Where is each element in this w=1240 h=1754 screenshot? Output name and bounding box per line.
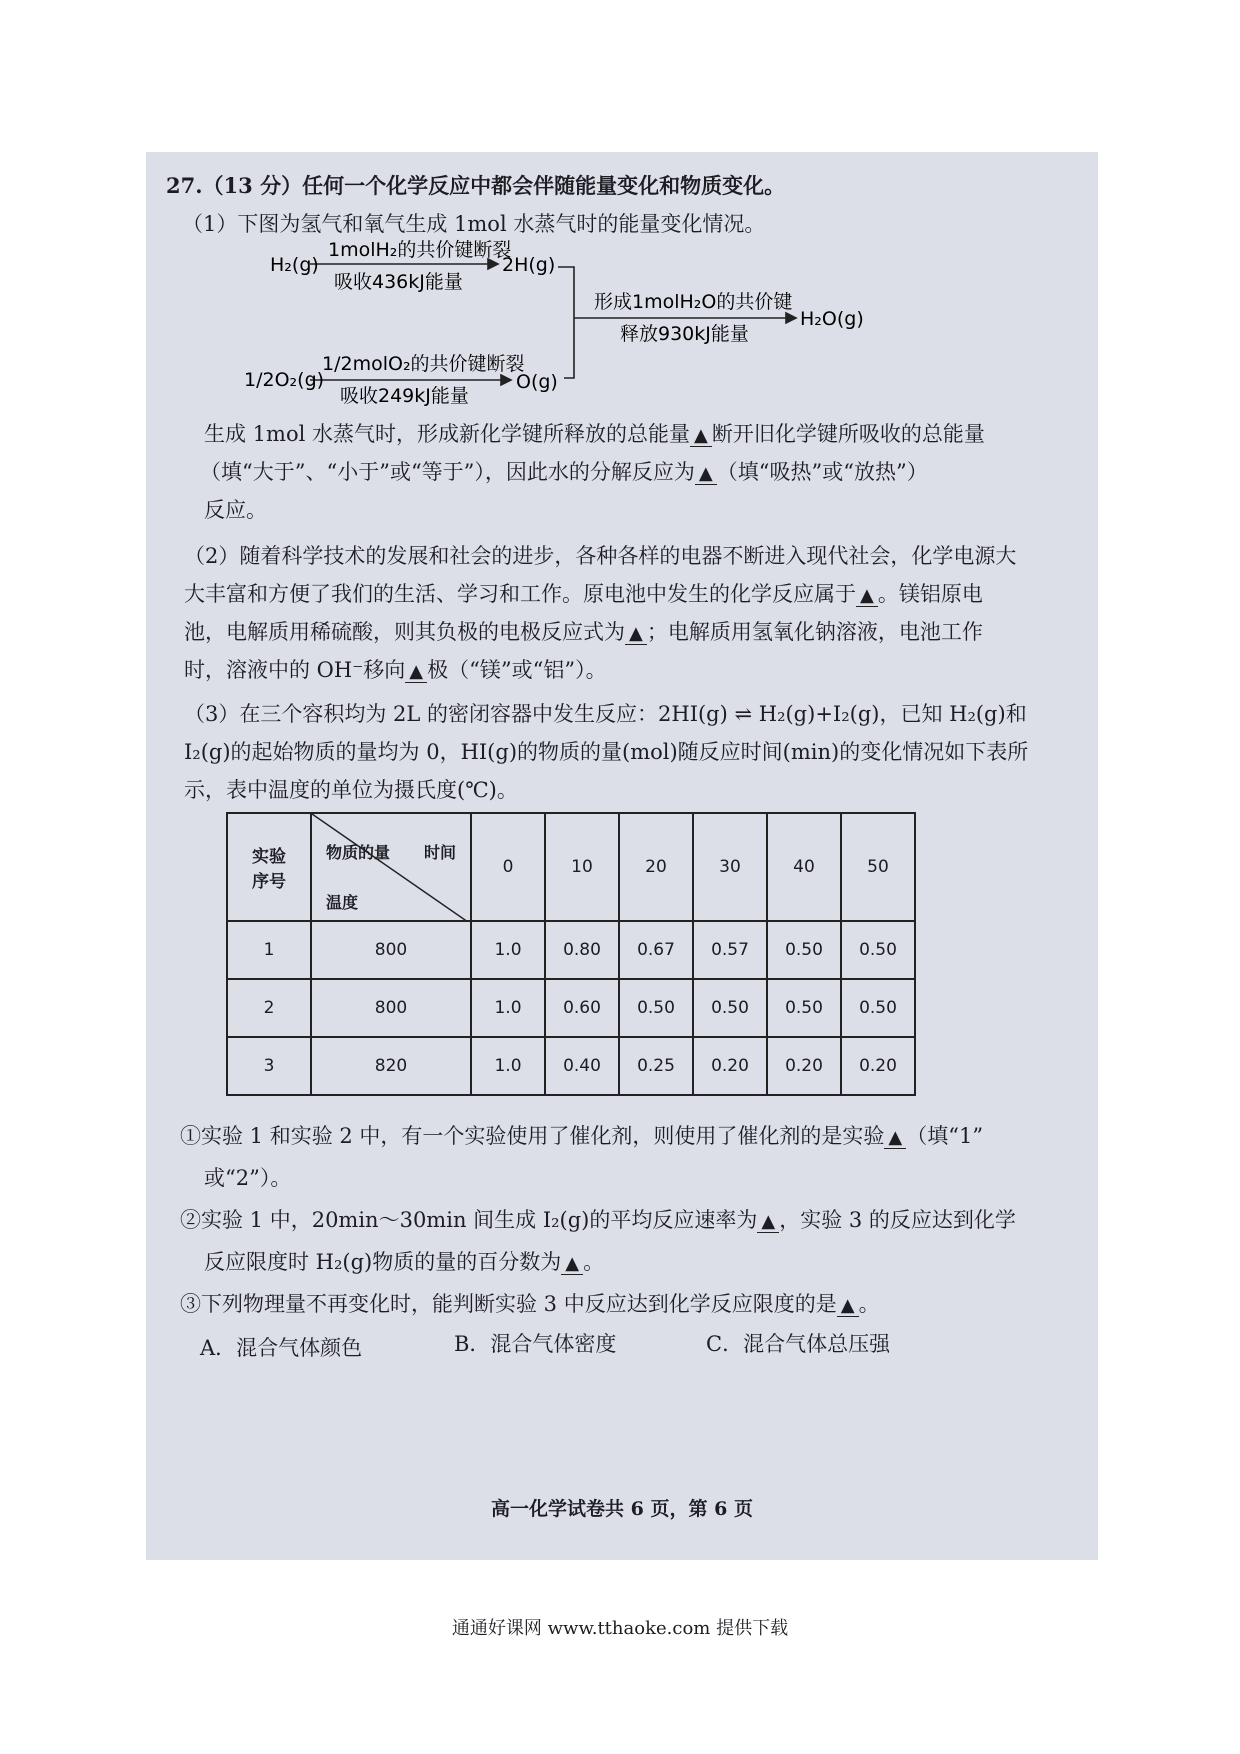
answer-blank: ▲ (625, 623, 647, 645)
o2-arrow-head (501, 375, 511, 385)
sub2-line2: 反应限度时 H₂(g)物质的量的百分数为 ▲ 。 (204, 1250, 605, 1274)
two-h-label: 2H(g) (502, 254, 556, 276)
temp-header: 温度 (326, 893, 359, 912)
release-label: 释放930kJ能量 (620, 323, 749, 345)
time-col-10: 10 (545, 813, 619, 921)
time-col-0: 0 (471, 813, 545, 921)
answer-blank: ▲ (695, 463, 717, 485)
part2-line1: （2）随着科学技术的发展和社会的进步，各种各样的电器不断进入现代社会，化学电源大 (184, 544, 1017, 568)
diagonal-header-cell (311, 813, 471, 921)
energy-diagram (146, 152, 1098, 412)
answer-blank: ▲ (884, 1127, 906, 1149)
time-col-20: 20 (619, 813, 693, 921)
part1-line2: （填“大于”、“小于”或“等于”），因此水的分解反应为 ▲ （填“吸热”或“放热”） (200, 460, 928, 484)
part3-line2: I₂(g)的起始物质的量均为 0，HI(g)的物质的量(mol)随反应时间(min)的变化情况如下表所 (184, 740, 1029, 764)
o2-break-label: 1/2molO₂的共价键断裂 (322, 353, 525, 375)
table-header-row (227, 813, 915, 921)
o2-label: 1/2O₂(g) (244, 369, 325, 391)
sub1-line2: 或“2”）。 (204, 1166, 292, 1190)
o-label: O(g) (516, 371, 558, 393)
question-heading: 27.（13 分）任何一个化学反应中都会伴随能量变化和物质变化。 (166, 173, 786, 198)
time-col-30: 30 (693, 813, 767, 921)
table-row: 3 820 1.0 0.40 0.25 0.20 0.20 0.20 (227, 1037, 915, 1095)
option-c: C．混合气体总压强 (706, 1332, 891, 1356)
hi-amount-table (226, 812, 916, 1096)
answer-blank: ▲ (837, 1295, 859, 1317)
part2-line3: 池，电解质用稀硫酸，则其负极的电极反应式为 ▲ ；电解质用氢氧化钠溶液，电池工作 (184, 620, 983, 644)
answer-blank: ▲ (690, 425, 712, 447)
page-footer: 高一化学试卷共 6 页，第 6 页 (491, 1498, 753, 1520)
time-col-40: 40 (767, 813, 841, 921)
answer-blank: ▲ (405, 661, 427, 683)
answer-blank: ▲ (757, 1211, 779, 1233)
bracket-line (558, 267, 574, 378)
part3-line1: （3）在三个容积均为 2L 的密闭容器中发生反应：2HI(g) ⇌ H₂(g)+I₂(g)，已知 H₂(g)和 (184, 702, 1027, 726)
download-site-note: 通通好课网 www.tthaoke.com 提供下载 (451, 1618, 789, 1639)
h2-absorb-label: 吸收436kJ能量 (334, 271, 463, 293)
part1-line3: 反应。 (204, 498, 267, 522)
time-header: 时间 (424, 843, 457, 862)
amount-header: 物质的量 (326, 843, 391, 862)
sub2-line1: ②实验 1 中，20min～30min 间生成 I₂(g)的平均反应速率为 ▲ ，实验 3 的反应达到化学 (180, 1208, 1016, 1232)
answer-blank: ▲ (856, 585, 878, 607)
option-a: A．混合气体颜色 (200, 1336, 363, 1360)
time-col-50: 50 (841, 813, 915, 921)
part1-intro: （1）下图为氢气和氧气生成 1mol 水蒸气时的能量变化情况。 (182, 212, 766, 236)
answer-blank: ▲ (561, 1253, 583, 1275)
part3-line3: 示，表中温度的单位为摄氏度(℃)。 (184, 778, 518, 802)
sub3-line: ③下列物理量不再变化时，能判断实验 3 中反应达到化学反应限度的是 ▲ 。 (180, 1292, 880, 1316)
scanned-exam-page (146, 152, 1098, 1560)
table-row: 2 800 1.0 0.60 0.50 0.50 0.50 0.50 (227, 979, 915, 1037)
o2-absorb-label: 吸收249kJ能量 (340, 385, 469, 407)
part1-line1: 生成 1mol 水蒸气时，形成新化学键所释放的总能量 ▲ 断开旧化学键所吸收的总能量 (204, 422, 985, 446)
formation-label: 形成1molH₂O的共价键 (594, 291, 793, 313)
option-b: B．混合气体密度 (454, 1332, 617, 1356)
h2-label: H₂(g) (270, 254, 319, 276)
part2-line2: 大丰富和方便了我们的生活、学习和工作。原电池中发生的化学反应属于 ▲ 。镁铝原电 (184, 582, 983, 606)
exp-number-header: 实验 序号 (227, 813, 311, 921)
formation-arrow-head (786, 313, 796, 323)
sub1-line1: ①实验 1 和实验 2 中，有一个实验使用了催化剂，则使用了催化剂的是实验 ▲ （填“1” (180, 1124, 984, 1148)
h2-break-label: 1molH₂的共价键断裂 (328, 239, 512, 261)
h2o-label: H₂O(g) (800, 308, 864, 330)
part2-line4: 时，溶液中的 OH⁻移向 ▲ 极（“镁”或“铝”）。 (184, 658, 607, 682)
table-row: 1 800 1.0 0.80 0.67 0.57 0.50 0.50 (227, 921, 915, 979)
